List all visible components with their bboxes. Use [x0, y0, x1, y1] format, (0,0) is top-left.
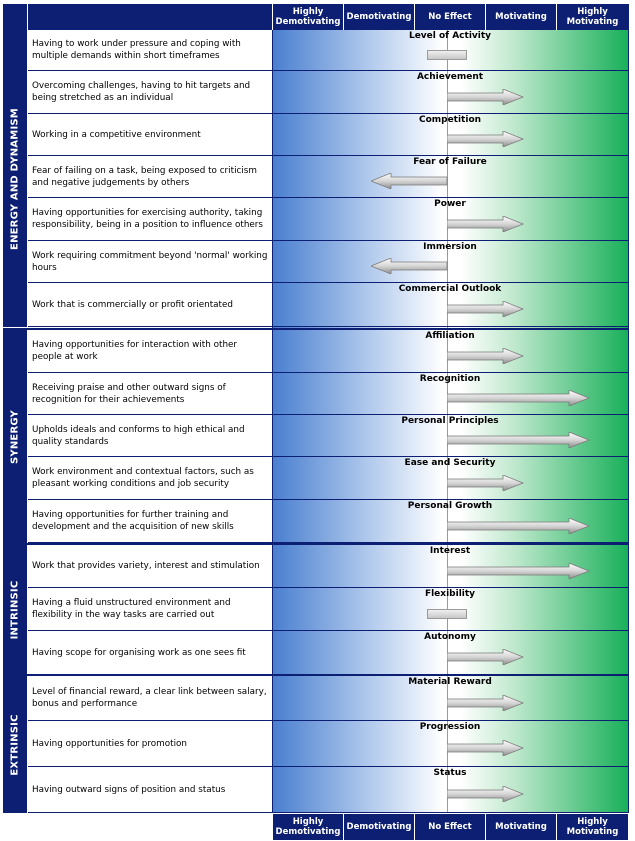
factor-description: Overcoming challenges, having to hit targets and being stretched as an individual: [28, 71, 272, 114]
motivating-arrow: [447, 649, 525, 665]
motivating-arrow: [447, 301, 525, 317]
row-divider: [273, 812, 628, 813]
scale-label: Demotivating: [344, 814, 415, 840]
row-divider: [273, 414, 628, 415]
motivating-arrow: [447, 89, 525, 105]
factor-name: Status: [433, 768, 467, 778]
row-divider: [273, 766, 628, 767]
factor-name: Interest: [429, 546, 471, 556]
motivating-arrow: [447, 740, 525, 756]
factor-description: Work that is commercially or profit orientated: [28, 283, 272, 327]
scale-label: Highly Demotivating: [273, 4, 344, 30]
row-divider: [273, 155, 628, 156]
scale-label: No Effect: [415, 814, 486, 840]
demotivating-arrow: [371, 258, 449, 274]
factor-name: Personal Growth: [407, 501, 493, 511]
row-divider: [273, 197, 628, 198]
scale-header-top: [273, 4, 628, 30]
motivating-arrow: [447, 563, 591, 579]
group-name: ENERGY AND DYNAMISM: [9, 107, 21, 250]
scale-label: Highly Demotivating: [273, 814, 344, 840]
factor-name: Progression: [419, 722, 481, 732]
factor-name: Affiliation: [425, 331, 475, 341]
factor-description: Having opportunities for promotion: [28, 721, 272, 767]
scale-label: Highly Motivating: [557, 814, 628, 840]
motivating-arrow: [447, 390, 591, 406]
factor-description: Having opportunities for interaction with other people at work: [28, 330, 272, 373]
factor-description: Having to work under pressure and coping with multiple demands within short timeframes: [28, 30, 272, 71]
factor-name: Level of Activity: [408, 31, 492, 41]
motivating-arrow: [447, 131, 525, 147]
factor-description: Receiving praise and other outward signs of recognition for their achievements: [28, 373, 272, 415]
scale-label: Motivating: [486, 4, 557, 30]
factor-description: Having opportunities for further training and development and the acquisition of new skills: [28, 500, 272, 543]
factor-name: Ease and Security: [404, 458, 496, 468]
scale-border-left: [272, 30, 273, 813]
factor-description: Having a fluid unstructured environment and flexibility in the way tasks are carried out: [28, 588, 272, 631]
factor-description: Having opportunities for exercising authority, taking responsibility, being in a position to influence others: [28, 198, 272, 241]
header-corner: [3, 4, 27, 30]
row-divider: [273, 282, 628, 283]
factor-name: Power: [434, 199, 466, 209]
factor-description: Upholds ideals and conforms to high ethical and quality standards: [28, 415, 272, 457]
group-name: SYNERGY: [9, 409, 21, 464]
factor-description: Fear of failing on a task, being exposed to criticism and negative judgements by others: [28, 156, 272, 198]
row-divider: [273, 456, 628, 457]
factor-name: Fear of Failure: [413, 157, 487, 167]
no-effect-marker: [427, 609, 467, 619]
group-name: EXTRINSIC: [9, 713, 21, 776]
factor-description: Working in a competitive environment: [28, 114, 272, 156]
group-label: [3, 30, 27, 327]
motivating-arrow: [447, 518, 591, 534]
demotivating-arrow: [371, 173, 449, 189]
group-name: INTRINSIC: [9, 580, 21, 640]
factor-name: Commercial Outlook: [398, 284, 502, 294]
motivating-arrow: [447, 216, 525, 232]
group-label: [3, 330, 27, 543]
scale-label: No Effect: [415, 4, 486, 30]
motivating-arrow: [447, 695, 525, 711]
factor-description: Work requiring commitment beyond 'normal' working hours: [28, 241, 272, 283]
factor-name: Competition: [418, 115, 482, 125]
scale-label: Highly Motivating: [557, 4, 628, 30]
factor-description: Having scope for organising work as one sees fit: [28, 631, 272, 675]
factor-name: Recognition: [419, 374, 481, 384]
row-divider: [273, 630, 628, 631]
factor-name: Immersion: [423, 242, 477, 252]
row-divider: [273, 70, 628, 71]
factor-name: Autonomy: [424, 632, 476, 642]
motivating-arrow: [447, 348, 525, 364]
scale-border-right: [628, 4, 629, 813]
factor-name: Personal Principles: [401, 416, 499, 426]
row-divider: [273, 587, 628, 588]
scale-label: Motivating: [486, 814, 557, 840]
factor-description: Work that provides variety, interest and stimulation: [28, 545, 272, 588]
factor-description: Work environment and contextual factors, such as pleasant working conditions and job security: [28, 457, 272, 500]
factor-description: Level of financial reward, a clear link between salary, bonus and performance: [28, 676, 272, 721]
row-divider: [273, 113, 628, 114]
row-divider: [273, 372, 628, 373]
row-divider: [273, 240, 628, 241]
factor-name: Flexibility: [424, 589, 476, 599]
motivating-arrow: [447, 786, 525, 802]
motivating-arrow: [447, 432, 591, 448]
row-divider: [273, 720, 628, 721]
row-divider: [273, 499, 628, 500]
factor-name: Achievement: [416, 72, 484, 82]
no-effect-marker: [427, 50, 467, 60]
motivating-arrow: [447, 475, 525, 491]
factor-description: Having outward signs of position and status: [28, 767, 272, 813]
header-blank: [28, 4, 272, 30]
scale-label: Demotivating: [344, 4, 415, 30]
group-label: [3, 676, 27, 813]
row-divider: [273, 326, 628, 327]
factor-name: Material Reward: [408, 677, 492, 687]
scale-header-bottom: [273, 814, 628, 840]
group-label: [3, 545, 27, 675]
